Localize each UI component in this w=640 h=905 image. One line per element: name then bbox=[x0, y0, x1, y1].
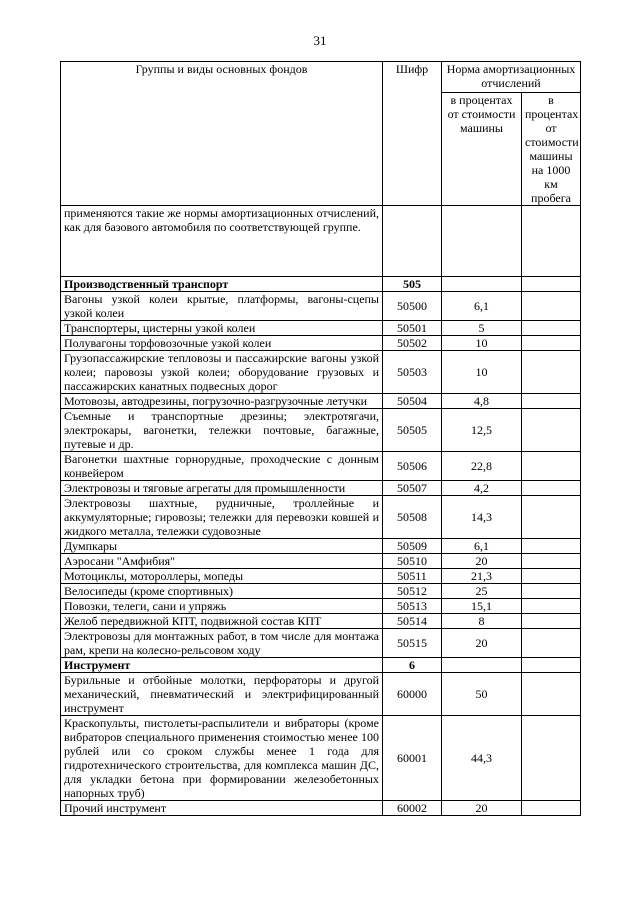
row-code: 50509 bbox=[383, 539, 442, 554]
table-row bbox=[61, 351, 581, 394]
row-name: Мотоциклы, мотороллеры, мопеды bbox=[61, 569, 383, 584]
row-name: Мотовозы, автодрезины, погрузочно-разгрузочные летучки bbox=[61, 394, 383, 409]
row-name: Велосипеды (кроме спортивных) bbox=[61, 584, 383, 599]
row-name: Думпкары bbox=[61, 539, 383, 554]
empty-cell bbox=[522, 336, 581, 351]
empty-cell bbox=[522, 206, 581, 277]
header-percent-cost: в процентах от стоимости машины bbox=[442, 93, 522, 206]
row-code: 50501 bbox=[383, 321, 442, 336]
row-name: Электровозы шахтные, рудничные, троллейные и аккумуляторные; гировозы; тележки для перевозки ковшей и жидкого металла, тележки судовозные bbox=[61, 496, 383, 539]
row-rate: 44,3 bbox=[442, 716, 522, 801]
header-percent-1000km: в процентах от стоимости машины на 1000 км пробега bbox=[522, 93, 581, 206]
row-name: Грузопассажирские тепловозы и пассажирские вагоны узкой колеи; паровозы узкой колеи; оборудование грузовых и пассажирских канатных подвесных дорог bbox=[61, 351, 383, 394]
empty-cell bbox=[383, 206, 442, 277]
continuation-text: применяются такие же нормы амортизационных отчислений, как для базового автомобиля по соответствующей группе. bbox=[61, 206, 383, 277]
row-code: 50503 bbox=[383, 351, 442, 394]
empty-cell bbox=[442, 658, 522, 673]
section-code: 505 bbox=[383, 277, 442, 292]
header-norm: Норма амортизационных отчислений bbox=[442, 62, 581, 93]
empty-cell bbox=[442, 277, 522, 292]
table-row bbox=[61, 496, 581, 539]
empty-cell bbox=[442, 206, 522, 277]
row-code: 50502 bbox=[383, 336, 442, 351]
table-row bbox=[61, 336, 581, 351]
row-name: Съемные и транспортные дрезины; электротягачи, электрокары, вагонетки, тележки почтовые, багажные, путевые и др. bbox=[61, 409, 383, 452]
row-code: 50506 bbox=[383, 452, 442, 481]
empty-cell bbox=[522, 569, 581, 584]
empty-cell bbox=[522, 321, 581, 336]
table-row bbox=[61, 673, 581, 716]
empty-cell bbox=[522, 277, 581, 292]
row-code: 50505 bbox=[383, 409, 442, 452]
row-code: 50504 bbox=[383, 394, 442, 409]
header-groups: Группы и виды основных фондов bbox=[61, 62, 383, 206]
empty-cell bbox=[522, 394, 581, 409]
empty-cell bbox=[522, 496, 581, 539]
empty-cell bbox=[522, 351, 581, 394]
row-code: 50508 bbox=[383, 496, 442, 539]
row-code: 50511 bbox=[383, 569, 442, 584]
row-code: 50510 bbox=[383, 554, 442, 569]
section-title: Производственный транспорт bbox=[61, 277, 383, 292]
row-rate: 50 bbox=[442, 673, 522, 716]
table-row bbox=[61, 292, 581, 321]
row-name: Желоб передвижной КПТ, подвижной состав КПТ bbox=[61, 614, 383, 629]
row-name: Полувагоны торфовозочные узкой колеи bbox=[61, 336, 383, 351]
row-name: Электровозы и тяговые агрегаты для промышленности bbox=[61, 481, 383, 496]
row-rate: 10 bbox=[442, 351, 522, 394]
empty-cell bbox=[522, 599, 581, 614]
row-name: Повозки, телеги, сани и упряжь bbox=[61, 599, 383, 614]
row-rate: 25 bbox=[442, 584, 522, 599]
row-rate: 4,8 bbox=[442, 394, 522, 409]
empty-cell bbox=[522, 716, 581, 801]
table-row bbox=[61, 409, 581, 452]
row-name: Краскопульты, пистолеты-распылители и вибраторы (кроме вибраторов специального применения стоимостью менее 100 рублей или со сроком службы менее 1 года для гидротехнического строительства, для комплекса машин ДС, для укладки бетона при формировании железобетонных напорных труб) bbox=[61, 716, 383, 801]
empty-cell bbox=[522, 409, 581, 452]
row-rate: 6,1 bbox=[442, 292, 522, 321]
row-rate: 20 bbox=[442, 629, 522, 658]
depreciation-table bbox=[60, 61, 581, 816]
empty-cell bbox=[522, 801, 581, 816]
row-rate: 4,2 bbox=[442, 481, 522, 496]
row-name: Аэросани "Амфибия" bbox=[61, 554, 383, 569]
table-row bbox=[61, 539, 581, 554]
row-rate: 14,3 bbox=[442, 496, 522, 539]
row-name: Бурильные и отбойные молотки, перфораторы и другой механический, пневматический и электрифицированный инструмент bbox=[61, 673, 383, 716]
row-code: 60001 bbox=[383, 716, 442, 801]
empty-cell bbox=[522, 554, 581, 569]
table-row bbox=[61, 599, 581, 614]
row-name: Электровозы для монтажных работ, в том числе для монтажа рам, крепи на колесно-рельсовом ходу bbox=[61, 629, 383, 658]
section-title: Инструмент bbox=[61, 658, 383, 673]
row-name: Вагонетки шахтные горнорудные, проходческие с донным конвейером bbox=[61, 452, 383, 481]
section-header-row bbox=[61, 277, 581, 292]
table-row bbox=[61, 321, 581, 336]
row-code: 50514 bbox=[383, 614, 442, 629]
empty-cell bbox=[522, 452, 581, 481]
section-header-row bbox=[61, 658, 581, 673]
row-rate: 21,3 bbox=[442, 569, 522, 584]
table-row bbox=[61, 452, 581, 481]
row-code: 50513 bbox=[383, 599, 442, 614]
row-rate: 5 bbox=[442, 321, 522, 336]
table-row bbox=[61, 481, 581, 496]
row-rate: 15,1 bbox=[442, 599, 522, 614]
table-row bbox=[61, 554, 581, 569]
table-row bbox=[61, 614, 581, 629]
row-code: 50500 bbox=[383, 292, 442, 321]
row-rate: 6,1 bbox=[442, 539, 522, 554]
header-code: Шифр bbox=[383, 62, 442, 206]
row-rate: 20 bbox=[442, 801, 522, 816]
row-code: 50512 bbox=[383, 584, 442, 599]
table-row bbox=[61, 801, 581, 816]
table-row bbox=[61, 569, 581, 584]
section-code: 6 bbox=[383, 658, 442, 673]
row-code: 60002 bbox=[383, 801, 442, 816]
row-rate: 8 bbox=[442, 614, 522, 629]
row-rate: 12,5 bbox=[442, 409, 522, 452]
row-name: Вагоны узкой колеи крытые, платформы, вагоны-сцепы узкой колеи bbox=[61, 292, 383, 321]
row-code: 50507 bbox=[383, 481, 442, 496]
table-row bbox=[61, 629, 581, 658]
row-code: 60000 bbox=[383, 673, 442, 716]
empty-cell bbox=[522, 584, 581, 599]
empty-cell bbox=[522, 292, 581, 321]
row-code: 50515 bbox=[383, 629, 442, 658]
row-name: Прочий инструмент bbox=[61, 801, 383, 816]
empty-cell bbox=[522, 629, 581, 658]
empty-cell bbox=[522, 614, 581, 629]
table-row bbox=[61, 716, 581, 801]
table-row bbox=[61, 584, 581, 599]
empty-cell bbox=[522, 481, 581, 496]
empty-cell bbox=[522, 539, 581, 554]
row-rate: 22,8 bbox=[442, 452, 522, 481]
empty-cell bbox=[522, 673, 581, 716]
empty-cell bbox=[522, 658, 581, 673]
row-rate: 20 bbox=[442, 554, 522, 569]
table-row bbox=[61, 394, 581, 409]
row-rate: 10 bbox=[442, 336, 522, 351]
row-name: Транспортеры, цистерны узкой колеи bbox=[61, 321, 383, 336]
page-number: 31 bbox=[313, 33, 327, 48]
